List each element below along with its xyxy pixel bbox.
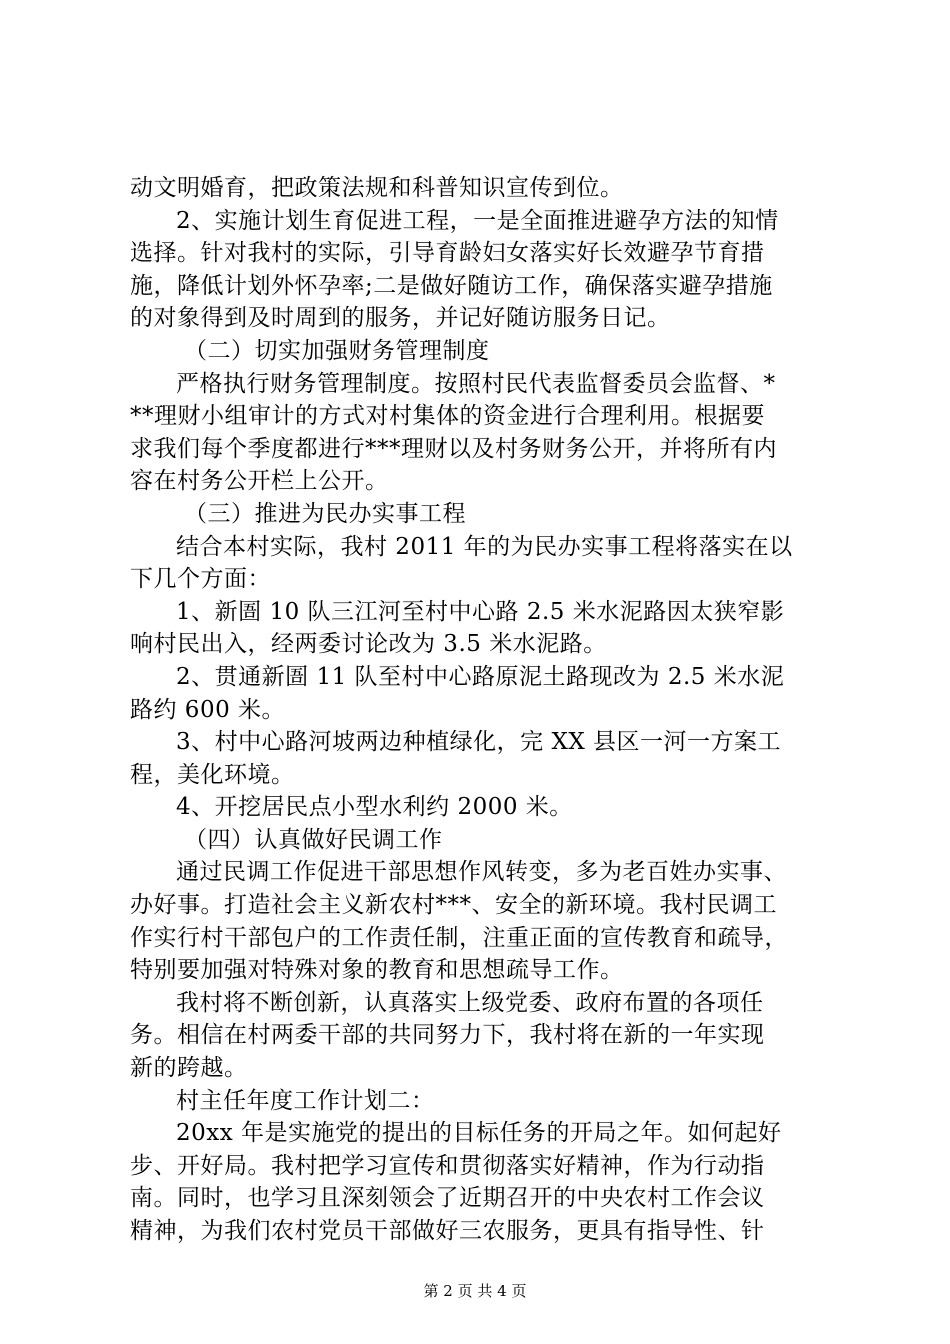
body-line: **理财小组审计的方式对村集体的资金进行合理利用。根据要: [130, 403, 765, 430]
section-heading: （四）认真做好民调工作: [184, 826, 443, 853]
body-line: 下几个方面：: [130, 566, 271, 593]
section-heading: （二）切实加强财务管理制度: [184, 337, 490, 364]
body-line: 严格执行财务管理制度。按照村民代表监督委员会监督、*: [176, 370, 776, 397]
body-line: 选择。针对我村的实际，引导育龄妇女落实好长效避孕节育措: [130, 240, 765, 267]
section-heading: 村主任年度工作计划二：: [176, 1087, 435, 1114]
body-line: 务。相信在村两委干部的共同努力下，我村将在新的一年实现: [130, 1022, 765, 1049]
body-line: 作实行村干部包户的工作责任制，注重正面的宣传教育和疏导，: [130, 924, 788, 951]
body-line: 新的跨越。: [130, 1055, 248, 1082]
body-line: 路约 600 米。: [130, 696, 286, 723]
document-body: [130, 172, 830, 1248]
body-line: 2、贯通新圄 11 队至村中心路原泥土路现改为 2.5 米水泥: [176, 663, 785, 690]
body-line: 1、新圄 10 队三江河至村中心路 2.5 米水泥路因太狭窄影: [176, 598, 785, 625]
body-line: 3、村中心路河坡两边种植绿化，完 XX 县区一河一方案工: [176, 729, 782, 756]
body-line: 南。同时，也学习且深刻领会了近期召开的中央农村工作会议: [130, 1185, 765, 1212]
body-line: 施，降低计划外怀孕率;二是做好随访工作，确保落实避孕措施: [130, 272, 773, 299]
body-line: 容在村务公开栏上公开。: [130, 468, 389, 495]
body-line: 精神，为我们农村党员干部做好三农服务，更具有指导性、针: [130, 1218, 765, 1244]
body-line: 程，美化环境。: [130, 761, 295, 788]
body-line: 特别要加强对特殊对象的教育和思想疏导工作。: [130, 957, 624, 984]
body-line: 20xx 年是实施党的提出的目标任务的开局之年。如何起好: [176, 1120, 782, 1147]
body-line: 2、实施计划生育促进工程，一是全面推进避孕方法的知情: [176, 207, 779, 234]
page-footer: 第 2 页 共 4 页: [423, 1282, 527, 1300]
body-line: 响村民出入，经两委讨论改为 3.5 米水泥路。: [130, 631, 607, 658]
body-line: 求我们每个季度都进行***理财以及村务财务公开，并将所有内: [130, 435, 777, 462]
body-line: 办好事。打造社会主义新农村***、安全的新环境。我村民调工: [130, 892, 777, 919]
body-line: 动文明婚育，把政策法规和科普知识宣传到位。: [130, 175, 624, 201]
body-line: 我村将不断创新，认真落实上级党委、政府布置的各项任: [176, 989, 764, 1016]
body-line: 的对象得到及时周到的服务，并记好随访服务日记。: [130, 305, 671, 332]
section-heading: （三）推进为民办实事工程: [184, 500, 466, 527]
body-line: 步、开好局。我村把学习宣传和贯彻落实好精神，作为行动指: [130, 1152, 765, 1179]
body-line: 通过民调工作促进干部思想作风转变，多为老百姓办实事、: [176, 859, 787, 886]
body-line: 4、开挖居民点小型水利约 2000 米。: [176, 794, 573, 821]
body-line: 结合本村实际，我村 2011 年的为民办实事工程将落实在以: [176, 533, 793, 560]
